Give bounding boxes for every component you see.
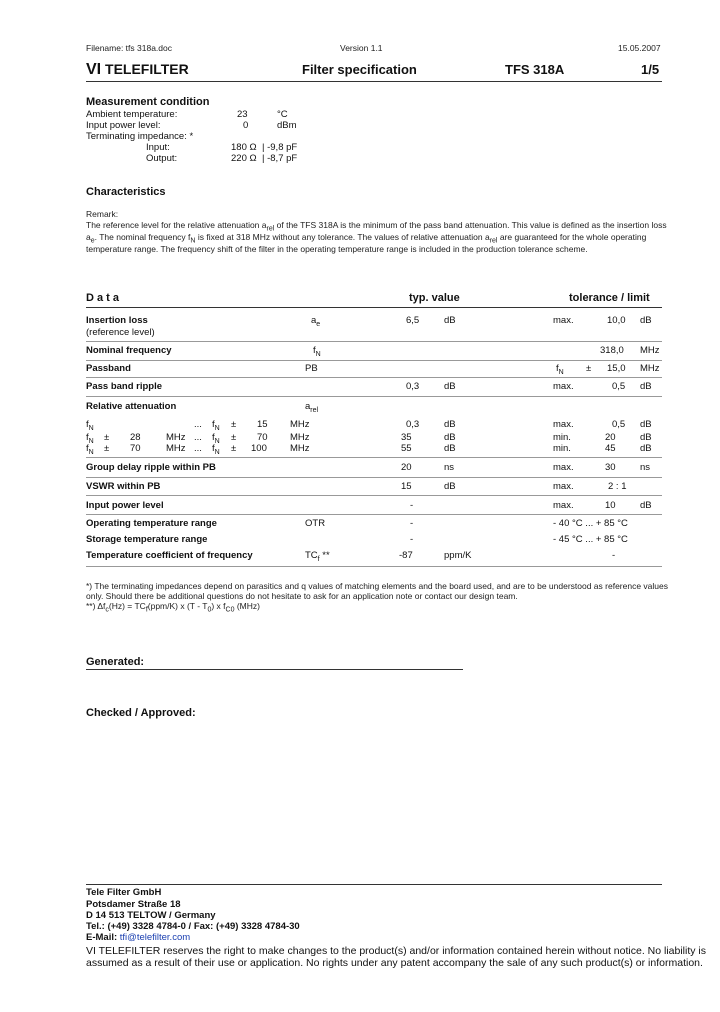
remark-line-2: $a_e$. The nominal frequency $f_N$ is fixed at 318 MHz without any tolerance. The values of relative attenuation $a_{rel}$ are guaranteed for the whole operating (86, 232, 647, 245)
vswr-tol-type: max. (553, 481, 574, 492)
input-power-tol-type: max. (553, 500, 574, 511)
table-head-tol: tolerance / limit (569, 292, 650, 304)
input-power-tol-unit: dB (640, 500, 652, 511)
insertion-loss-tol-type: max. (553, 315, 574, 326)
brand-name: TELEFILTER (105, 61, 189, 77)
insertion-loss-typ-unit: dB (444, 315, 456, 326)
characteristics-heading: Characteristics (86, 186, 166, 198)
meas-unit-power: dBm (277, 120, 297, 131)
meas-label-impedance: Terminating impedance: * (86, 131, 194, 142)
table-head-typ: typ. value (409, 292, 460, 304)
tc-typ-unit: ppm/K (444, 550, 472, 561)
note-2: only. Should there be additional questions do not hesitate to ask for an application note or contact our design team. (86, 591, 518, 601)
note-1: *) The terminating impedances depend on parasitics and q values of matching elements and the board used, and are to be understood as reference values (86, 581, 668, 591)
meas-label-temp: Ambient temperature: (86, 109, 178, 120)
nominal-frequency-tol: 318,0 (600, 345, 624, 356)
group-delay-tol-unit: ns (640, 462, 651, 473)
footer-email-label: E-Mail: (86, 932, 118, 943)
ripple-tol-type: max. (553, 381, 574, 392)
footer-street: Potsdamer Straße 18 (86, 899, 181, 910)
brand-prefix: VI (86, 61, 102, 78)
meas-value-temp: 23 (237, 109, 248, 120)
page-number: 1/5 (641, 62, 660, 77)
op-temp-tol: - 40 °C ... + 85 °C (553, 518, 628, 529)
insertion-loss-tol-unit: dB (640, 315, 652, 326)
nominal-frequency-unit: MHz (640, 345, 660, 356)
vswr-tol: 2 : 1 (608, 481, 627, 492)
date: 15.05.2007 (618, 43, 661, 53)
footer-email-row (86, 932, 190, 943)
meas-unit-temp: °C (277, 109, 288, 120)
row-rule (86, 396, 662, 397)
input-power-label: Input power level (86, 500, 164, 511)
op-temp-symbol: OTR (305, 518, 326, 529)
input-power-typ: - (410, 500, 414, 511)
passband-symbol: PB (305, 363, 318, 374)
ripple-typ: 0,3 (406, 381, 420, 392)
imp-output-value: 220 Ω (231, 153, 257, 164)
vswr-typ: 15 (401, 481, 412, 492)
group-delay-label: Group delay ripple within PB (86, 462, 216, 473)
vswr-label: VSWR within PB (86, 481, 161, 492)
remark-line-3: temperature range. The frequency shift of the filter in the operating temperature range is included in the production tolerance scheme. (86, 244, 588, 254)
row-rule (86, 377, 662, 378)
row-rule (86, 514, 662, 515)
st-temp-label: Storage temperature range (86, 534, 208, 545)
tc-label: Temperature coefficient of frequency (86, 550, 253, 561)
footer-phone: Tel.: (+49) 3328 4784-0 / Fax: (+49) 3328 4784-30 (86, 921, 300, 932)
row-rule (86, 495, 662, 496)
st-temp-typ: - (410, 534, 414, 545)
imp-input-label: Input: (146, 142, 170, 153)
filename: Filename: tfs 318a.doc (86, 43, 172, 53)
row-rule (86, 477, 662, 478)
group-delay-tol: 30 (605, 462, 616, 473)
footer-disclaimer-2: assumed as a result of their use or application. No rights under any patent accompany the sale of any such product(s) or information. (86, 957, 703, 969)
row-rule (86, 566, 662, 567)
passband-tol-unit: MHz (640, 363, 660, 374)
brand-logo (86, 61, 189, 79)
table-head-rule (86, 307, 662, 308)
checked-label: Checked / Approved: (86, 707, 196, 719)
tc-tol: - (612, 550, 616, 561)
insertion-loss-sub: (reference level) (86, 327, 155, 338)
ripple-label: Pass band ripple (86, 381, 163, 392)
row-rule (86, 360, 662, 361)
imp-output-unit: | -8,7 pF (262, 153, 298, 164)
header-rule (86, 81, 662, 82)
version: Version 1.1 (340, 43, 383, 53)
insertion-loss-symbol: $a_e$ (311, 315, 321, 328)
ripple-tol: 0,5 (612, 381, 626, 392)
op-temp-typ: - (410, 518, 414, 529)
rel-att-label: Relative attenuation (86, 401, 177, 412)
group-delay-typ: 20 (401, 462, 412, 473)
insertion-loss-label: Insertion loss (86, 315, 148, 326)
measurement-heading: Measurement condition (86, 96, 210, 108)
row-rule (86, 341, 662, 342)
nominal-frequency-label: Nominal frequency (86, 345, 172, 356)
vswr-typ-unit: dB (444, 481, 456, 492)
doc-title: Filter specification (302, 62, 417, 77)
row-rule (86, 457, 662, 458)
insertion-loss-typ: 6,5 (406, 315, 420, 326)
footer-rule (86, 884, 662, 885)
remark-title: Remark: (86, 209, 119, 219)
passband-pm: ± (586, 363, 592, 374)
passband-label: Passband (86, 363, 131, 374)
footer-email-link[interactable]: tfi@telefilter.com (119, 932, 191, 943)
tc-symbol: $TC_f$ ** (305, 550, 330, 563)
note-3: **) $\Delta f_c(Hz) = TC_f(ppm/K)$ x $(T - T_0)$ x $f_{C0}$ (MHz) (86, 601, 260, 614)
meas-label-power: Input power level: (86, 120, 161, 131)
generated-line (86, 669, 463, 670)
remark-line-1: The reference level for the relative attenuation $a_{rel}$ of the TFS 318A is the minimum of the pass band attenuation. This value is defined as the insertion loss (86, 220, 667, 233)
st-temp-tol: - 45 °C ... + 85 °C (553, 534, 628, 545)
passband-tol: 15,0 (607, 363, 626, 374)
passband-tol-symbol: $f_N$ (556, 363, 564, 376)
footer-company: Tele Filter GmbH (86, 887, 162, 898)
ripple-typ-unit: dB (444, 381, 456, 392)
table-head-data: D a t a (86, 292, 120, 304)
nominal-frequency-symbol: $f_N$ (313, 345, 321, 358)
rel-att-symbol: $a_{rel}$ (305, 401, 319, 414)
imp-input-value: 180 Ω (231, 142, 257, 153)
footer-disclaimer-1: VI TELEFILTER reserves the right to make changes to the product(s) and/or information contained herein without notice. No liability is (86, 945, 707, 957)
imp-output-label: Output: (146, 153, 178, 164)
group-delay-tol-type: max. (553, 462, 574, 473)
ripple-tol-unit: dB (640, 381, 652, 392)
imp-input-unit: | -9,8 pF (262, 142, 298, 153)
insertion-loss-tol: 10,0 (607, 315, 626, 326)
meas-value-power: 0 (243, 120, 249, 131)
input-power-tol: 10 (605, 500, 616, 511)
part-number: TFS 318A (505, 62, 565, 77)
op-temp-label: Operating temperature range (86, 518, 217, 529)
group-delay-typ-unit: ns (444, 462, 455, 473)
tc-typ: -87 (399, 550, 413, 561)
footer-city: D 14 513 TELTOW / Germany (86, 910, 216, 921)
generated-label: Generated: (86, 656, 145, 668)
